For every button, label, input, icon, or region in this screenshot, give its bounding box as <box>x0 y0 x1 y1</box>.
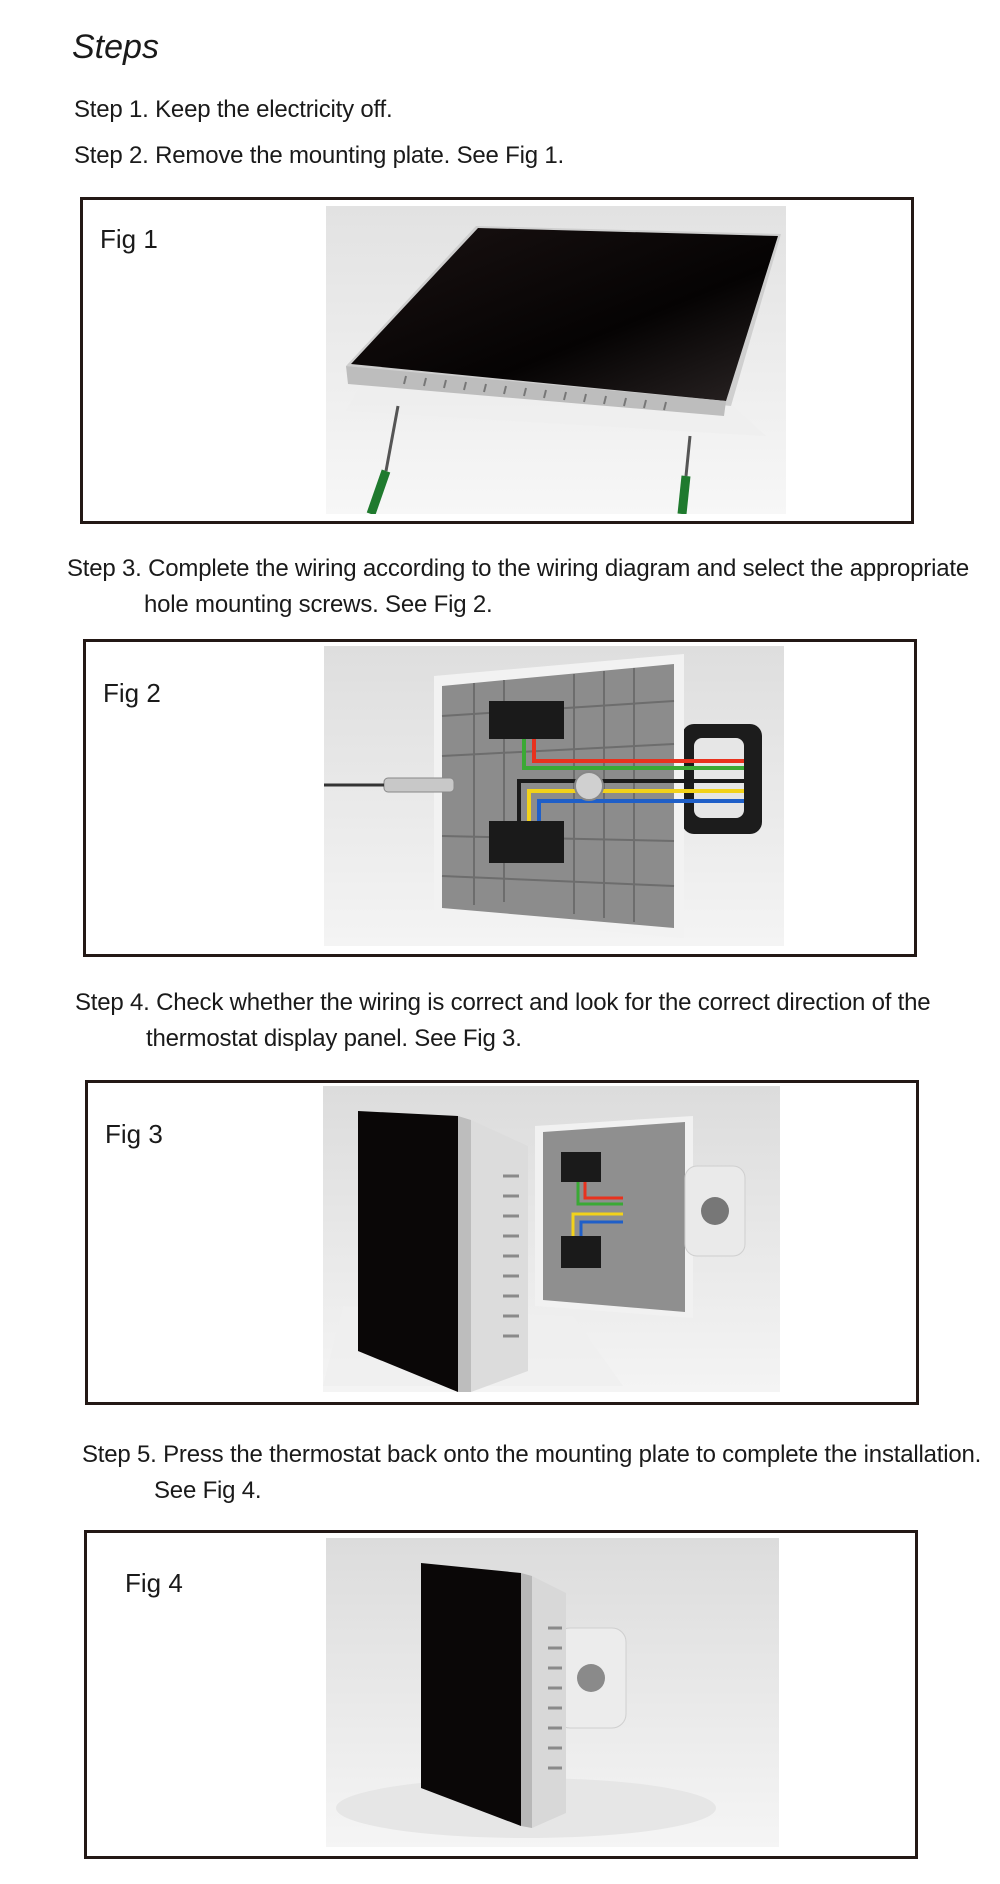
figure-3-image <box>323 1086 780 1392</box>
step-5-line-1: Step 5. Press the thermostat back onto the mounting plate to complete the installation. <box>82 1441 982 1468</box>
steps-heading: Steps <box>72 28 159 66</box>
figure-4-image <box>326 1538 779 1847</box>
step-4-line-1: Step 4. Check whether the wiring is correct and look for the correct direction of the <box>75 989 931 1016</box>
step-3-text <box>67 551 969 623</box>
figure-2-label: Fig 2 <box>103 678 161 708</box>
step-3-line-2: hole mounting screws. See Fig 2. <box>144 591 493 618</box>
figure-1-image <box>326 206 786 514</box>
figure-3-label: Fig 3 <box>105 1119 163 1149</box>
step-5-line-2: See Fig 4. <box>154 1477 262 1504</box>
step-5-text <box>82 1437 981 1509</box>
step-2-text: Step 2. Remove the mounting plate. See Fig 1. <box>74 142 564 169</box>
step-4-line-2: thermostat display panel. See Fig 3. <box>146 1025 522 1052</box>
figure-1-label: Fig 1 <box>100 224 158 254</box>
figure-2-image <box>324 646 784 946</box>
figure-4-label: Fig 4 <box>125 1568 183 1598</box>
step-1-text: Step 1. Keep the electricity off. <box>74 96 393 123</box>
step-3-line-1: Step 3. Complete the wiring according to the wiring diagram and select the appropriate <box>67 555 969 582</box>
step-4-text <box>75 985 930 1057</box>
